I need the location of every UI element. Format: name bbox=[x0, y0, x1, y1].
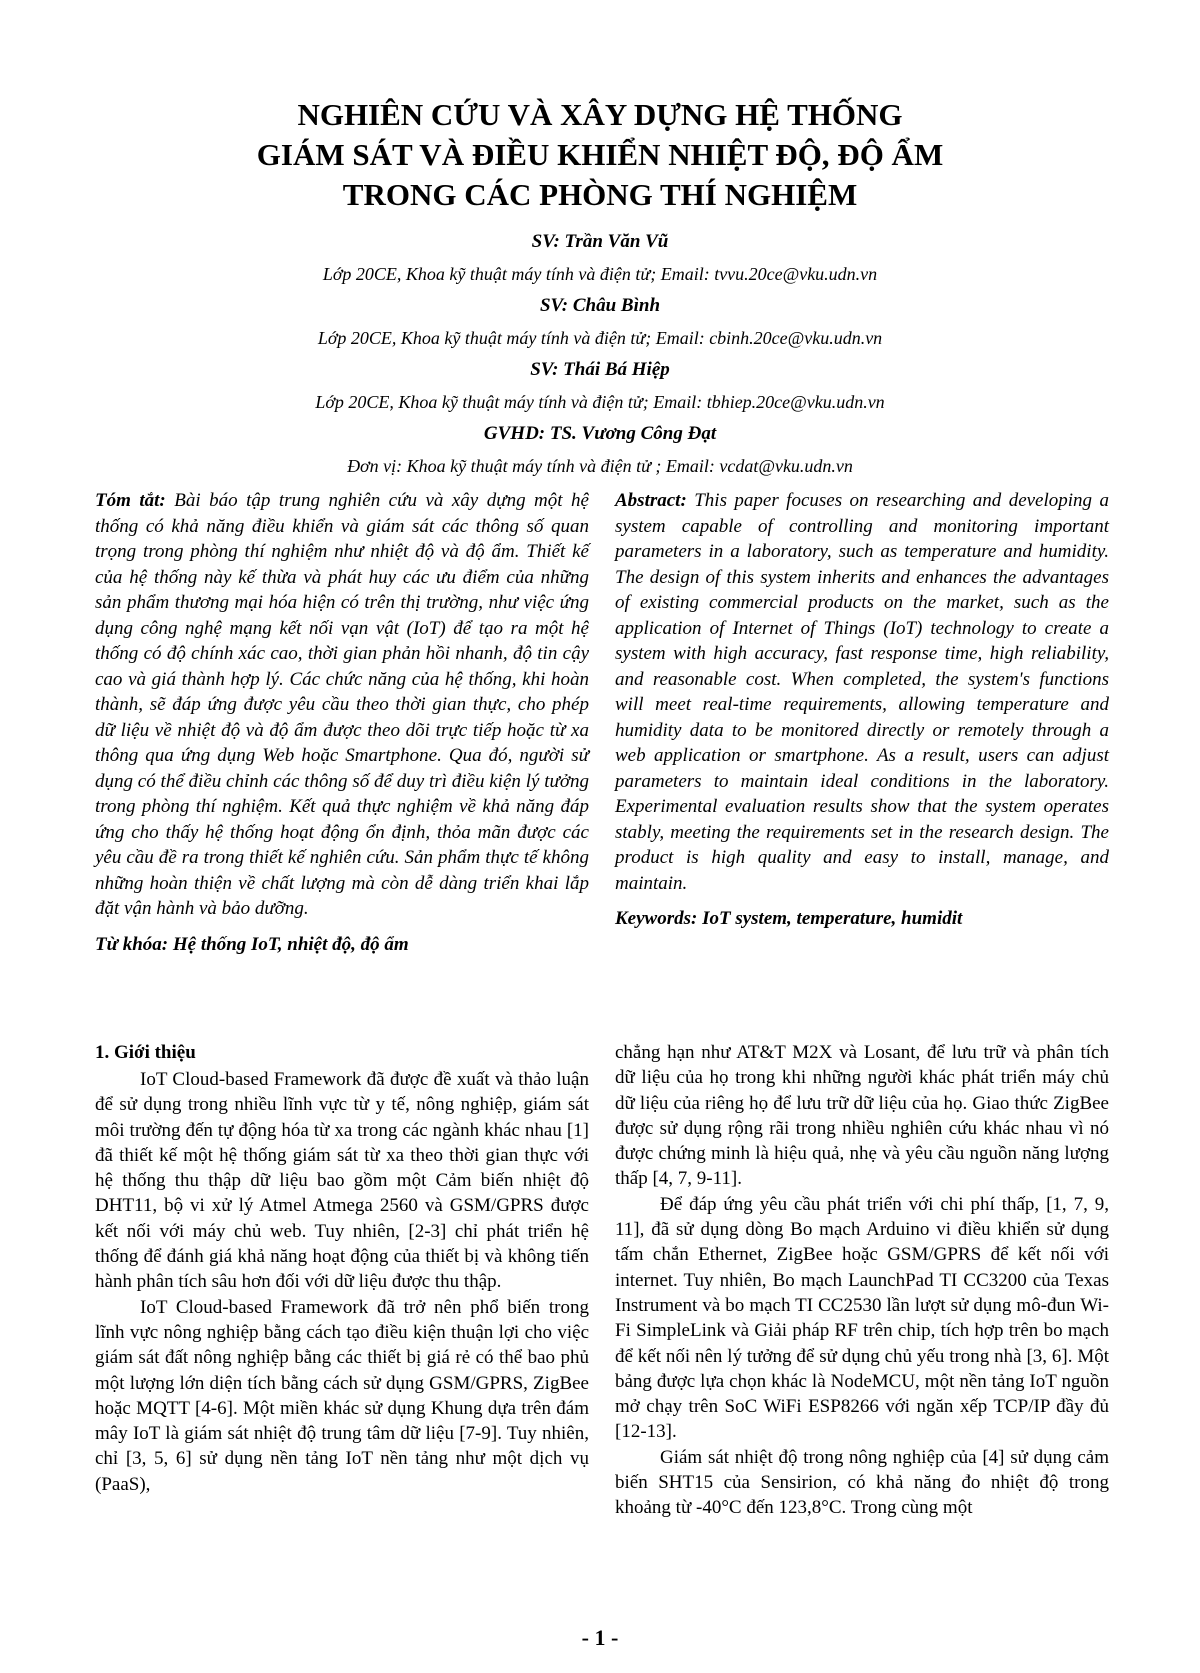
section-heading: 1. Giới thiệu bbox=[95, 1042, 196, 1063]
abstract-en-body: This paper focuses on researching and developing a system capable of controlling and monitoring important parameters in a laboratory, such as temperature and humidity. The design of this system inherits and enhances the advantages of existing commercial products on the market, such as the application of Internet of Things (IoT) technology to create a system with high accuracy, fast response time, high reliability, and reasonable cost. When completed, the system's functions will meet real-time requirements, allowing temperature and humidity data to be monitored directly or remotely through a web application or smartphone. As a result, users can adjust parameters to maintain ideal conditions in the laboratory. Experimental evaluation results show that the system operates stably, meeting the requirements set in the research design. The product is high quality and easy to install, manage, and maintain. bbox=[615, 490, 1109, 894]
author-name: SV: Châu Bình bbox=[539, 295, 661, 316]
abstract-vi-label: Tóm tắt: bbox=[95, 490, 166, 511]
body-paragraph-continued: chẳng hạn như AT&T M2X và Losant, để lưu trữ và phân tích dữ liệu của họ trong khi những người khác phát triển máy chủ dữ liệu của riêng họ để lưu trữ dữ liệu của họ. Giao thức ZigBee được sử dụng rộng rãi trong nhiều nghiên cứu khác nhau vì nó được chứng minh là hiệu quả, nhẹ và yêu cầu nguồn năng lượng thấp [4, 7, 9-11]. bbox=[615, 1042, 1109, 1190]
title-line-2: GIÁM SÁT VÀ ĐIỀU KHIỂN NHIỆT ĐỘ, ĐỘ ẨM bbox=[256, 137, 944, 172]
author-name: SV: Thái Bá Hiệp bbox=[530, 359, 670, 380]
author-affiliation: Lớp 20CE, Khoa kỹ thuật máy tính và điện tử; Email: cbinh.20ce@vku.udn.vn bbox=[317, 328, 883, 348]
author-block bbox=[100, 226, 1100, 482]
abstract-vietnamese bbox=[95, 488, 589, 957]
abstract-en-label: Abstract: bbox=[615, 490, 687, 511]
abstract-vi-text bbox=[95, 488, 589, 922]
keywords-vietnamese: Từ khóa: Hệ thống IoT, nhiệt độ, độ ẩm bbox=[95, 933, 409, 955]
body-paragraph: IoT Cloud-based Framework đã được đề xuất và thảo luận để sử dụng trong nhiều lĩnh vực từ y tế, nông nghiệp, giám sát môi trường đến tự động hóa từ xa trong các ngành khác nhau [1] đã thiết kế một hệ thống giám sát từ xa theo thời gian thực với hệ thống thu thập dữ liệu bao gồm một Cảm biến nhiệt độ DHT11, bộ vi xử lý Atmel Atmega 2560 và GSM/GPRS được kết nối với máy chủ web. Tuy nhiên, [2-3] chỉ phát triển hệ thống để đánh giá khả năng hoạt động của thiết bị và không tiến hành phân tích sâu hơn đối với dữ liệu được thu thập. bbox=[95, 1069, 589, 1293]
supervisor-affiliation: Đơn vị: Khoa kỹ thuật máy tính và điện tử ; Email: vcdat@vku.udn.vn bbox=[347, 456, 853, 476]
keywords-english: Keywords: IoT system, temperature, humidit bbox=[615, 908, 963, 929]
abstract-english bbox=[615, 488, 1109, 932]
body-column-left bbox=[95, 1040, 589, 1497]
title-line-3: TRONG CÁC PHÒNG THÍ NGHIỆM bbox=[342, 177, 858, 212]
author-affiliation: Lớp 20CE, Khoa kỹ thuật máy tính và điện tử; Email: tvvu.20ce@vku.udn.vn bbox=[322, 264, 878, 284]
body-paragraph: Giám sát nhiệt độ trong nông nghiệp của [4] sử dụng cảm biến SHT15 của Sensirion, có khả năng đo nhiệt độ trong khoảng từ -40°C đến 123,8°C. Trong cùng một bbox=[615, 1446, 1109, 1519]
author-affiliation: Lớp 20CE, Khoa kỹ thuật máy tính và điện tử; Email: tbhiep.20ce@vku.udn.vn bbox=[315, 392, 885, 412]
author-name: SV: Trần Văn Vũ bbox=[531, 231, 669, 252]
abstract-vi-body: Bài báo tập trung nghiên cứu và xây dựng một hệ thống có khả năng điều khiển và giám sát các thông số quan trọng trong phòng thí nghiệm như nhiệt độ và độ ẩm. Thiết kế của hệ thống này kế thừa và phát huy các ưu điểm của những sản phẩm thương mại hóa hiện có trên thị trường, như việc ứng dụng công nghệ mạng kết nối vạn vật (IoT) để tạo ra một hệ thống có độ chính xác cao, thời gian phản hồi nhanh, độ tin cậy cao và giá thành hợp lý. Các chức năng của hệ thống, khi hoàn thành, sẽ đáp ứng được yêu cầu theo thời gian thực, cho phép dữ liệu về nhiệt độ và độ ẩm được theo dõi trực tiếp hoặc từ xa thông qua ứng dụng Web hoặc Smartphone. Qua đó, người sử dụng có thể điều chỉnh các thông số để duy trì điều kiện lý tưởng trong phòng thí nghiệm. Kết quả thực nghiệm về khả năng đáp ứng cho thấy hệ thống hoạt động ổn định, thỏa mãn được các yêu cầu đề ra trong thiết kế nghiên cứu. Sản phẩm thực tế không những hoàn thiện về chất lượng mà còn dễ dàng triển khai lắp đặt vận hành và bảo dưỡng. bbox=[95, 490, 589, 919]
abstract-en-text bbox=[615, 488, 1109, 896]
page-number: - 1 - bbox=[581, 1625, 619, 1650]
body-column-right bbox=[615, 1040, 1109, 1521]
body-paragraph: Để đáp ứng yêu cầu phát triển với chi phí thấp, [1, 7, 9, 11], đã sử dụng dòng Bo mạch Arduino vi điều khiển sử dụng tấm chắn Ethernet, ZigBee hoặc GSM/GPRS để kết nối với internet. Tuy nhiên, Bo mạch LaunchPad TI CC3200 của Texas Instrument và bo mạch TI CC2530 lần lượt sử dụng mô-đun Wi-Fi SimpleLink và Giải pháp RF trên chip, tích hợp trên bo mạch để kết nối nên lý tưởng để sử dụng chủ yếu trong nhà [3, 6]. Một bảng được lựa chọn khác là NodeMCU, một nền tảng IoT nguồn mở chạy trên SoC WiFi ESP8266 với ngăn xếp TCP/IP đầy đủ [12-13]. bbox=[615, 1193, 1109, 1443]
paper-title bbox=[150, 95, 1050, 215]
supervisor-name: GVHD: TS. Vương Công Đạt bbox=[483, 423, 717, 444]
title-line-1: NGHIÊN CỨU VÀ XÂY DỰNG HỆ THỐNG bbox=[297, 97, 903, 132]
body-paragraph: IoT Cloud-based Framework đã trở nên phổ biến trong lĩnh vực nông nghiệp bằng cách tạo điều kiện thuận lợi cho việc giám sát đất nông nghiệp bằng các thiết bị giá rẻ có thể bao phủ một lượng lớn diện tích bằng cách sử dụng GSM/GPRS, ZigBee hoặc MQTT [4-6]. Một miền khác sử dụng Khung dựa trên đám mây IoT là giám sát nhiệt độ trung tâm dữ liệu [7-9]. Tuy nhiên, chỉ [3, 5, 6] sử dụng nền tảng IoT nền tảng như một dịch vụ (PaaS), bbox=[95, 1296, 589, 1495]
